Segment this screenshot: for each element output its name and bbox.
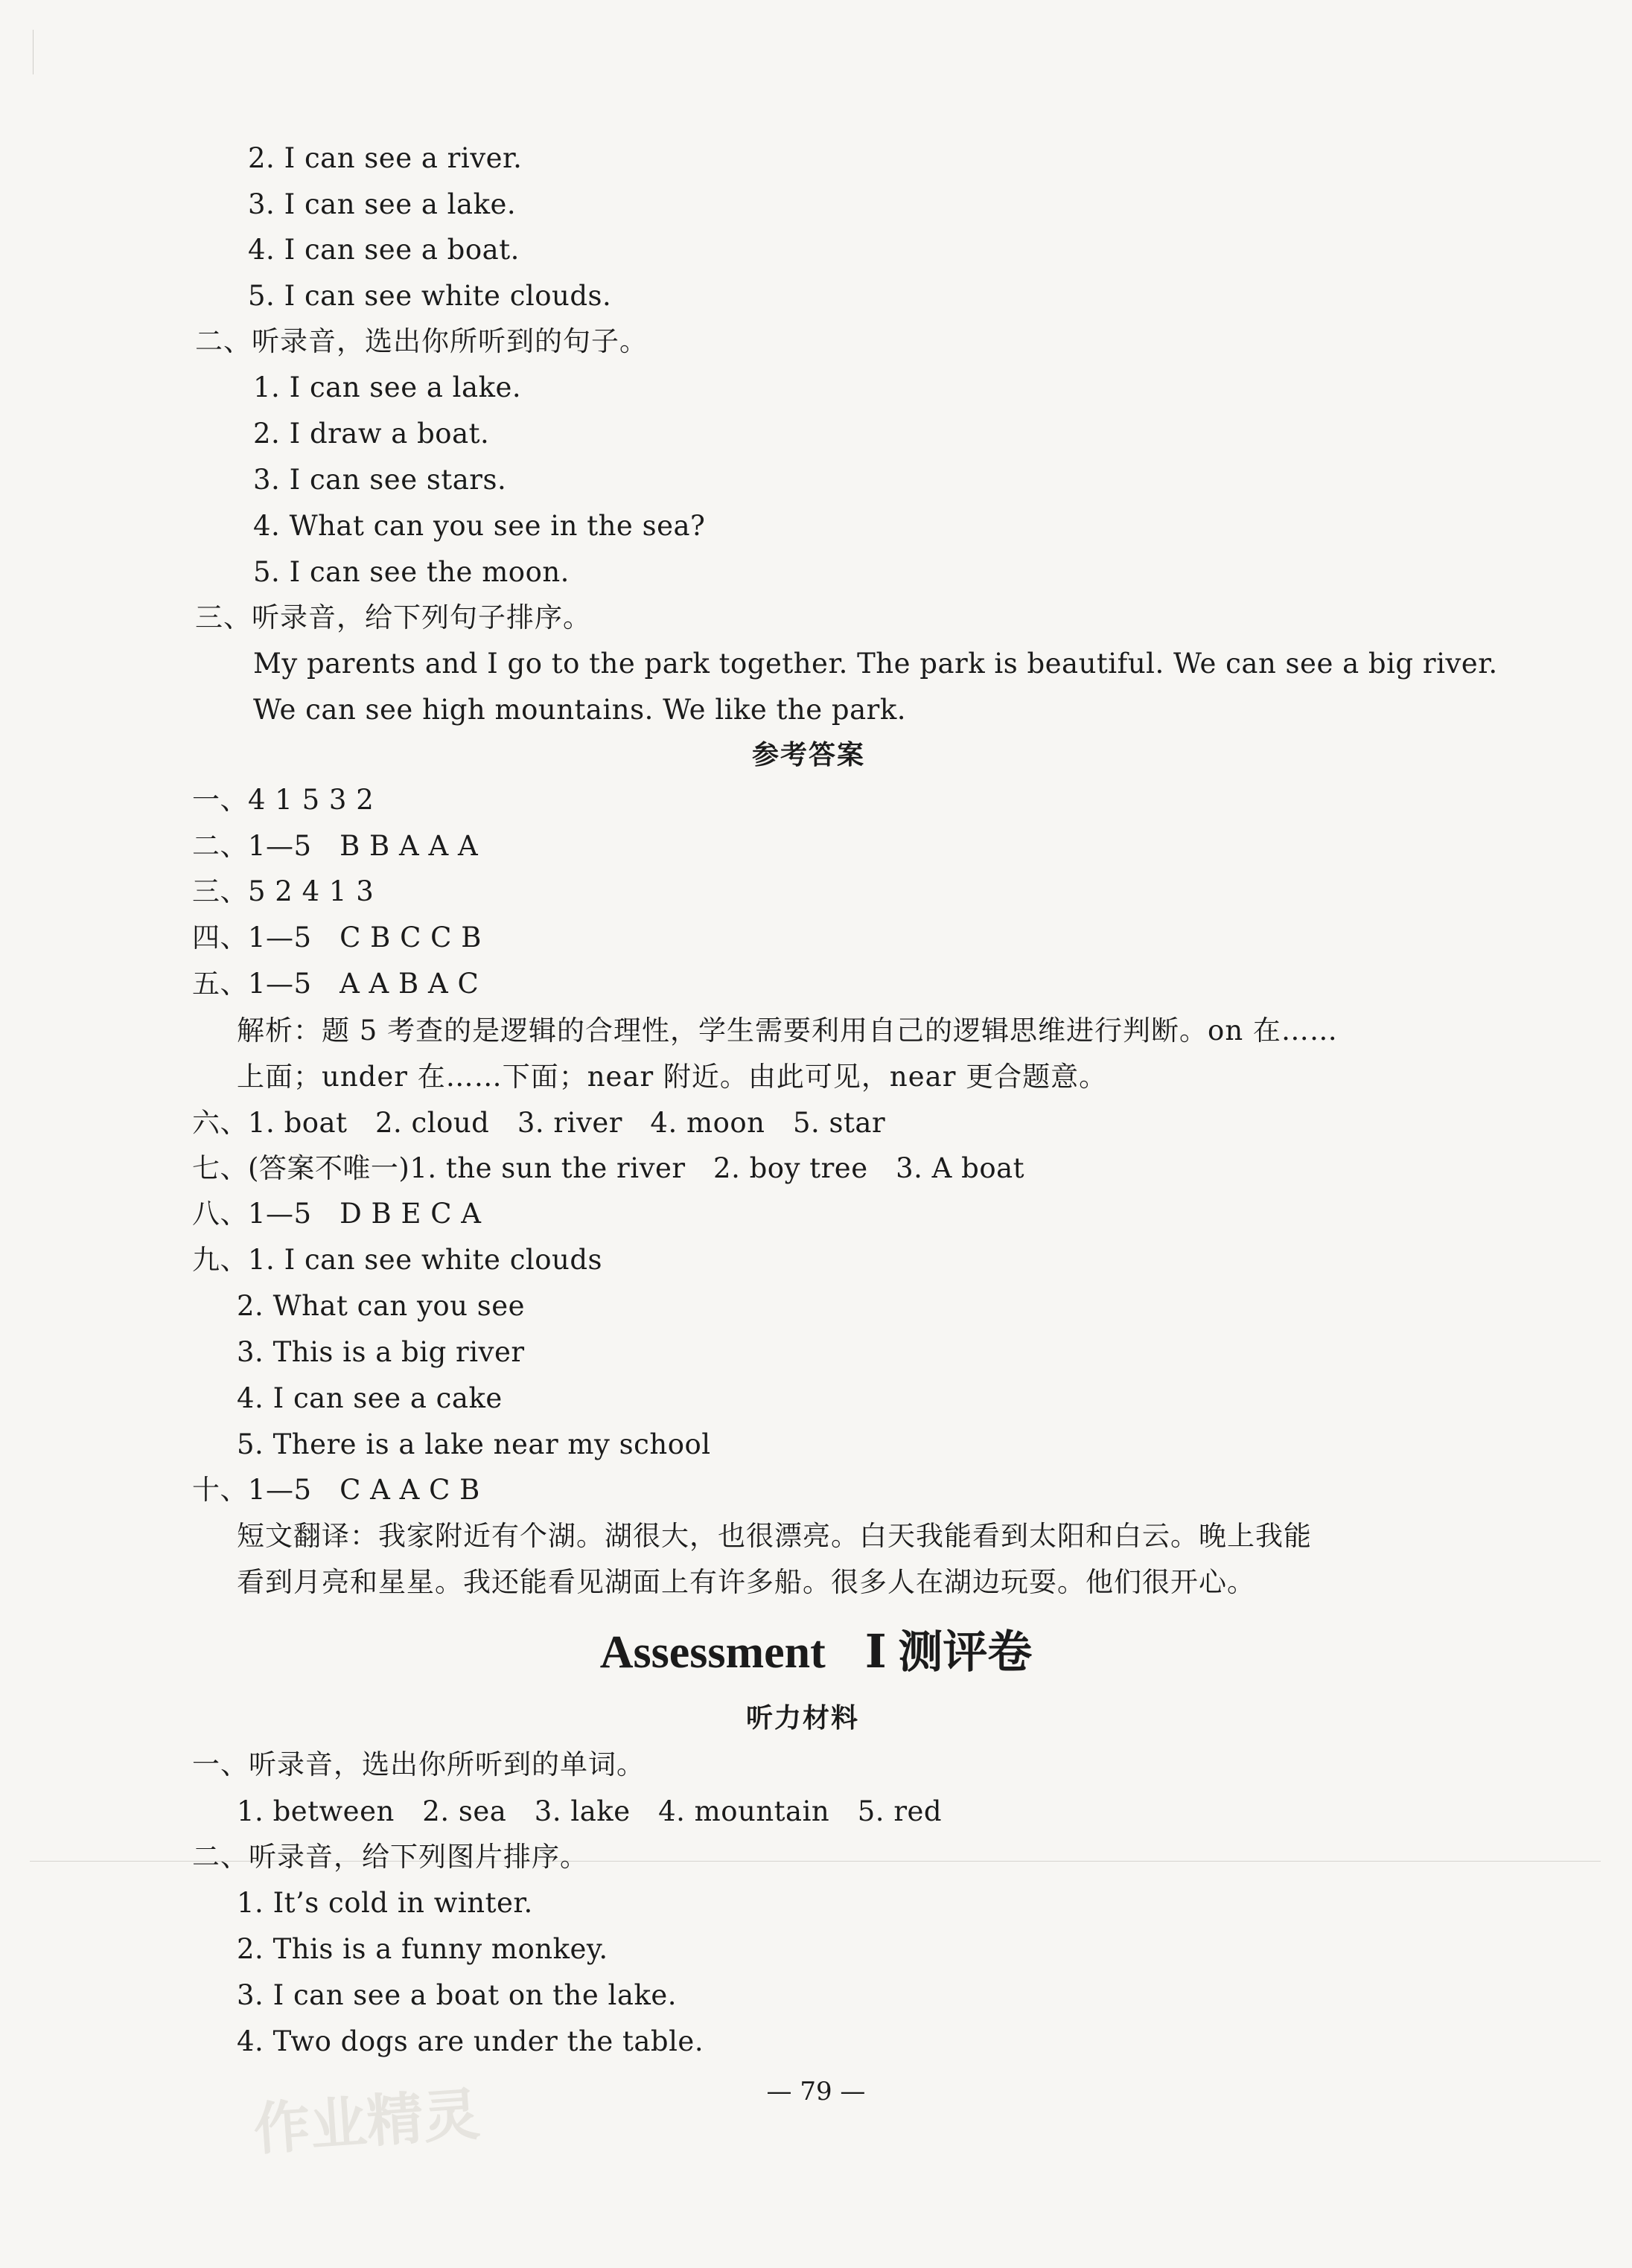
assessment-title-cn: 测评卷 bbox=[898, 1626, 1033, 1678]
answer-9-item-3: 3. This is a big river bbox=[237, 1336, 525, 1368]
assessment-q2-item-4: 4. Two dogs are under the table. bbox=[237, 2025, 704, 2057]
answer-7: 七、(答案不唯一)1. the sun the river 2. boy tree 3. A boat bbox=[192, 1152, 1025, 1184]
listening1-item-5: 5. I can see white clouds. bbox=[248, 280, 612, 312]
section3-text-line-2: We can see high mountains. We like the park. bbox=[253, 694, 907, 726]
section3-text-line-1: My parents and I go to the park together. The park is beautiful. We can see a big river. bbox=[253, 648, 1498, 680]
listening1-item-4: 4. I can see a boat. bbox=[248, 234, 520, 266]
assessment-q2-item-3: 3. I can see a boat on the lake. bbox=[237, 1979, 678, 2011]
answer-3: 三、5 2 4 1 3 bbox=[192, 875, 374, 907]
answer-8: 八、1—5 D B E C A bbox=[192, 1198, 482, 1230]
assessment-q2-item-1: 1. It’s cold in winter. bbox=[237, 1887, 533, 1919]
section2-item-4: 4. What can you see in the sea? bbox=[253, 510, 706, 542]
listening1-item-3: 3. I can see a lake. bbox=[248, 188, 517, 220]
assessment-title bbox=[0, 1623, 1632, 1682]
answer-9-item-4: 4. I can see a cake bbox=[237, 1382, 503, 1414]
assessment-title-number: Ⅰ bbox=[864, 1627, 887, 1678]
answer-5-note-line-1: 解析：题 5 考查的是逻辑的合理性，学生需要利用自己的逻辑思维进行判断。on 在…… bbox=[237, 1015, 1338, 1047]
answer-10-translation-line-1: 短文翻译：我家附近有个湖。湖很大，也很漂亮。白天我能看到太阳和白云。晚上我能 bbox=[237, 1520, 1312, 1552]
assessment-q2-title: 二、听录音，给下列图片排序。 bbox=[192, 1841, 588, 1873]
answer-6: 六、1. boat 2. cloud 3. river 4. moon 5. star bbox=[192, 1107, 886, 1139]
section2-item-1: 1. I can see a lake. bbox=[253, 371, 522, 403]
page-number: — 79 — bbox=[766, 2077, 866, 2106]
assessment-title-en: Assessment bbox=[599, 1627, 826, 1678]
answer-5-note-line-2: 上面；under 在……下面；near 附近。由此可见，near 更合题意。 bbox=[237, 1061, 1108, 1093]
section3-title: 三、听录音，给下列句子排序。 bbox=[195, 601, 591, 633]
answer-9-item-1: 九、1. I can see white clouds bbox=[192, 1244, 603, 1276]
page-edge-mark bbox=[33, 30, 34, 74]
answer-1: 一、4 1 5 3 2 bbox=[192, 784, 374, 816]
section2-item-5: 5. I can see the moon. bbox=[253, 556, 570, 588]
assessment-q1-items: 1. between 2. sea 3. lake 4. mountain 5. red bbox=[237, 1795, 943, 1827]
answer-4: 四、1—5 C B C C B bbox=[192, 921, 482, 953]
answer-10: 十、1—5 C A A C B bbox=[192, 1474, 480, 1506]
listening-material-heading: 听力材料 bbox=[746, 1703, 860, 1734]
answer-5: 五、1—5 A A B A C bbox=[192, 968, 479, 1000]
section2-title: 二、听录音，选出你所听到的句子。 bbox=[195, 325, 648, 357]
listening1-item-2: 2. I can see a river. bbox=[248, 142, 523, 174]
assessment-q2-item-2: 2. This is a funny monkey. bbox=[237, 1933, 608, 1965]
answer-9-item-5: 5. There is a lake near my school bbox=[237, 1428, 711, 1460]
watermark-logo: 作业精灵 bbox=[251, 2080, 482, 2163]
answers-heading: 参考答案 bbox=[752, 740, 866, 770]
section2-item-2: 2. I draw a boat. bbox=[253, 418, 490, 450]
answer-2: 二、1—5 B B A A A bbox=[192, 830, 479, 862]
section2-item-3: 3. I can see stars. bbox=[253, 464, 507, 496]
assessment-q1-title: 一、听录音，选出你所听到的单词。 bbox=[192, 1748, 645, 1780]
answer-10-translation-line-2: 看到月亮和星星。我还能看见湖面上有许多船。很多人在湖边玩耍。他们很开心。 bbox=[237, 1566, 1255, 1598]
answer-9-item-2: 2. What can you see bbox=[237, 1290, 526, 1322]
